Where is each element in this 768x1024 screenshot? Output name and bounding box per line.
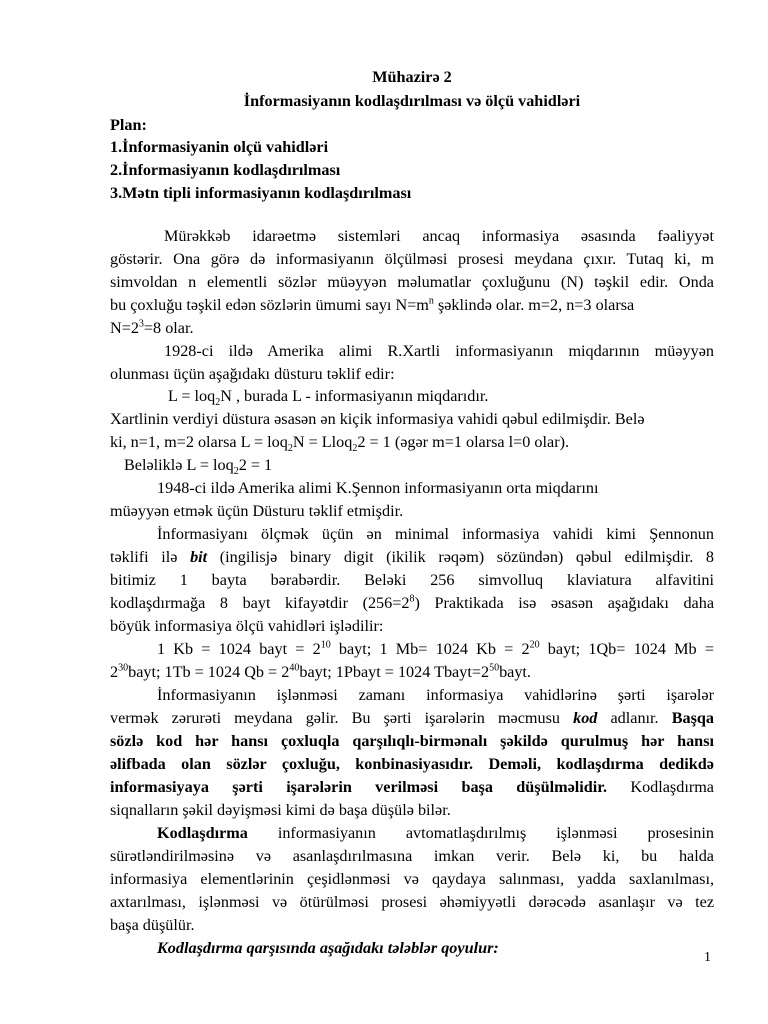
paragraph-line: Beləliklə L = loq$_2$2 = 1 [124,456,273,478]
formula-line: L = loq$_2$N , burada L - informasiyanın miqdarıdır. [168,387,489,409]
paragraph-line: İnformasiyanı ölçmək üçün ən minimal informasiya vahidi kimi Şennonun [157,525,714,543]
section-heading: Kodlaşdırma qarşısında aşağıdakı tələblər qoyulur: [157,939,499,957]
paragraph-line: əlifbada olan sözlər çoxluğu, konbinasiyasıdır. Deməli, kodlaşdırma dedikdə [110,755,714,773]
paragraph-line: 1948-ci ildə Amerika alimi K.Şennon informasiyanın orta miqdarını [157,479,599,497]
paragraph-line: axtarılması, işlənməsi və ötürülməsi prosesi əhəmiyyətli dərəcədə asanlaşır və tez [110,893,714,911]
paragraph-line: bu çoxluğu təşkil edən sözlərin ümumi sayı $N=m^n$ şəklində olar. m=2, n=3 olarsa [110,295,635,314]
paragraph-line: siqnalların şəkil dəyişməsi kimi də başa düşülə bilər. [110,801,451,819]
plan-item: 2.İnformasiyanın kodlaşdırılması [110,161,341,179]
paragraph-line: 1928-ci ildə Amerika alimi R.Xartli informasiyanın miqdarının müəyyən [164,342,714,360]
paragraph-line: ki, n=1, m=2 olarsa L = loq$_2$N = Lloq$_2$2 = 1 (əgər m=1 olarsa l=0 olar). [110,433,570,455]
paragraph-line: Xartlinin verdiyi düstura əsasən ən kiçik informasiya vahidi qəbul edilmişdir. Belə [110,410,645,428]
paragraph-line: kodlaşdırmağa 8 bayt kifayətdir $(256=2^8)$ Praktikada isə əsasən aşağıdakı daha [110,593,715,612]
paragraph-line: sözlə kod hər hansı çoxluqla qarşılıqlı-birmənalı şəkildə qurulmuş hər hansı [110,732,714,750]
paragraph-line: İnformasiyanın işlənməsi zamanı informasiya vahidlərinə şərti işarələr [157,686,714,704]
paragraph-line: təklifi ilə bit (ingilisjə binary digit (ikilik rəqəm) sözündən) qəbul edilmişdir. 8 [110,548,714,566]
paragraph-line: $N=2^3=8$ olar. [110,318,194,337]
paragraph-line: Kodlaşdırma informasiyanın avtomatlaşdırılmış işlənməsi prosesinin [157,824,714,842]
paragraph-line: vermək zərurəti meydana gəlir. Bu şərti işarələrin məcmusu kod adlanır. Başqa [110,709,714,727]
page-number: 1 [704,950,711,965]
paragraph-line: müəyyən etmək üçün Düsturu təklif etmişdir. [110,502,404,520]
paragraph-line: informasiyaya şərti işarələrin verilməsi başa düşülməlidir. Kodlaşdırma [110,778,714,796]
plan-item: 1.İnformasiyanin olçü vahidləri [110,138,329,156]
paragraph-line: $2^{30}bayt$; 1Tb = 1024 $Qb = 2^{40}bayt$; 1Pbayt = 1024 $Tbayt=2^{50}bayt$. [110,662,531,681]
plan-label: Plan: [110,116,147,134]
paragraph-line: simvoldan n elementli sözlər müəyyən məlumatlar çoxluğunu (N) təşkil edir. Onda [110,273,714,291]
lecture-title: Mühazirə 2 [372,68,452,86]
paragraph-line: göstərir. Ona görə də informasiyanın ölçülməsi prosesi meydana çıxır. Tutaq ki, m [110,250,714,268]
paragraph-line: böyük informasiya ölçü vahidləri işlədilir: [110,617,384,635]
plan-item: 3.Mətn tipli informasiyanın kodlaşdırılması [110,184,412,202]
lecture-subtitle: İnformasiyanın kodlaşdırılması və ölçü vahidləri [243,92,581,110]
paragraph-line: Mürəkkəb idarəetmə sistemləri ancaq informasiya əsasında fəaliyyət [164,227,714,245]
paragraph-line: bitimiz 1 bayta bərabərdir. Beləki 256 simvolluq klaviatura alfavitini [110,571,714,589]
paragraph-line: sürətləndirilməsinə və asanlaşdırılmasına imkan verir. Belə ki, bu halda [110,847,714,865]
paragraph-line: 1 Kb = 1024 bayt = $2^{10}$ bayt; 1 Mb= 1024 $Kb = 2^{20}$ bayt; 1Qb= 1024 Mb = [157,639,714,658]
paragraph-line: başa düşülür. [110,916,195,934]
paragraph-line: olunması üçün aşağıdakı düsturu təklif edir: [110,365,395,383]
paragraph-line: informasiya elementlərinin çeşidlənməsi və qaydaya salınması, yadda saxlanılması, [110,870,714,888]
